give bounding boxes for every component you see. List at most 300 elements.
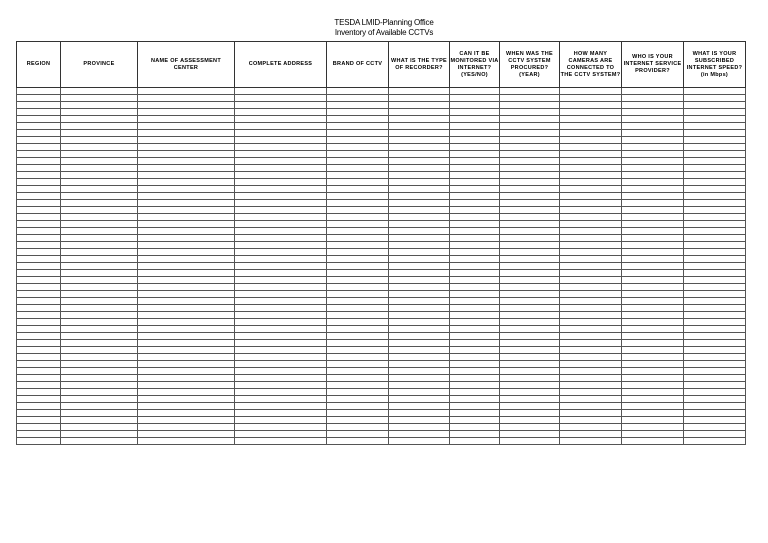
table-cell — [684, 403, 746, 410]
table-cell — [389, 333, 450, 340]
table-cell — [17, 298, 61, 305]
table-cell — [389, 284, 450, 291]
table-row — [17, 431, 746, 438]
table-cell — [622, 249, 684, 256]
table-cell — [327, 242, 389, 249]
table-cell — [389, 424, 450, 431]
table-cell — [622, 158, 684, 165]
table-cell — [138, 256, 235, 263]
table-cell — [622, 403, 684, 410]
table-cell — [450, 284, 500, 291]
table-cell — [389, 109, 450, 116]
table-cell — [138, 186, 235, 193]
table-cell — [327, 417, 389, 424]
table-row — [17, 151, 746, 158]
table-cell — [500, 137, 560, 144]
table-cell — [684, 438, 746, 445]
table-cell — [138, 354, 235, 361]
table-cell — [327, 305, 389, 312]
table-cell — [17, 242, 61, 249]
table-cell — [389, 235, 450, 242]
table-row — [17, 403, 746, 410]
table-cell — [138, 319, 235, 326]
table-row — [17, 368, 746, 375]
table-cell — [235, 361, 327, 368]
table-row — [17, 277, 746, 284]
table-row — [17, 312, 746, 319]
table-cell — [450, 200, 500, 207]
table-cell — [61, 137, 138, 144]
table-cell — [17, 158, 61, 165]
table-cell — [622, 193, 684, 200]
table-cell — [61, 144, 138, 151]
table-cell — [138, 382, 235, 389]
table-cell — [138, 179, 235, 186]
table-cell — [500, 291, 560, 298]
table-cell — [560, 368, 622, 375]
table-cell — [17, 368, 61, 375]
table-cell — [61, 298, 138, 305]
table-cell — [450, 354, 500, 361]
table-cell — [17, 137, 61, 144]
table-cell — [560, 389, 622, 396]
table-cell — [500, 389, 560, 396]
table-cell — [235, 277, 327, 284]
table-cell — [622, 137, 684, 144]
table-cell — [450, 424, 500, 431]
table-cell — [389, 137, 450, 144]
table-cell — [327, 431, 389, 438]
table-cell — [235, 144, 327, 151]
table-cell — [450, 158, 500, 165]
table-cell — [389, 410, 450, 417]
table-cell — [622, 298, 684, 305]
table-cell — [327, 88, 389, 95]
table-cell — [61, 88, 138, 95]
table-cell — [622, 102, 684, 109]
table-cell — [61, 333, 138, 340]
table-cell — [560, 431, 622, 438]
table-cell — [235, 368, 327, 375]
table-cell — [17, 179, 61, 186]
table-cell — [684, 88, 746, 95]
table-cell — [61, 270, 138, 277]
table-cell — [622, 256, 684, 263]
table-cell — [327, 137, 389, 144]
column-header-assessment-center: NAME OF ASSESSMENT CENTER — [138, 42, 235, 88]
table-cell — [327, 151, 389, 158]
table-cell — [235, 263, 327, 270]
table-cell — [138, 305, 235, 312]
table-cell — [684, 389, 746, 396]
table-cell — [684, 361, 746, 368]
table-cell — [622, 144, 684, 151]
table-cell — [17, 221, 61, 228]
table-cell — [684, 95, 746, 102]
table-cell — [138, 123, 235, 130]
table-cell — [235, 88, 327, 95]
table-cell — [560, 221, 622, 228]
table-cell — [138, 291, 235, 298]
table-cell — [327, 270, 389, 277]
table-cell — [450, 431, 500, 438]
table-cell — [450, 242, 500, 249]
table-cell — [560, 172, 622, 179]
table-cell — [327, 193, 389, 200]
table-cell — [684, 151, 746, 158]
table-cell — [622, 417, 684, 424]
table-cell — [389, 193, 450, 200]
table-cell — [138, 347, 235, 354]
table-cell — [61, 256, 138, 263]
table-cell — [17, 431, 61, 438]
table-cell — [138, 88, 235, 95]
table-cell — [500, 116, 560, 123]
table-cell — [450, 151, 500, 158]
table-cell — [622, 214, 684, 221]
table-cell — [684, 396, 746, 403]
table-cell — [138, 214, 235, 221]
table-cell — [389, 375, 450, 382]
table-cell — [17, 144, 61, 151]
table-cell — [17, 382, 61, 389]
table-cell — [138, 431, 235, 438]
table-cell — [560, 312, 622, 319]
table-cell — [327, 326, 389, 333]
table-row — [17, 193, 746, 200]
table-cell — [622, 312, 684, 319]
table-cell — [684, 410, 746, 417]
table-cell — [500, 361, 560, 368]
table-cell — [560, 151, 622, 158]
table-cell — [622, 235, 684, 242]
table-cell — [235, 270, 327, 277]
table-cell — [450, 102, 500, 109]
table-cell — [235, 221, 327, 228]
table-cell — [684, 375, 746, 382]
table-cell — [327, 165, 389, 172]
table-cell — [500, 396, 560, 403]
table-cell — [684, 221, 746, 228]
table-cell — [235, 214, 327, 221]
table-cell — [327, 186, 389, 193]
table-cell — [622, 375, 684, 382]
table-cell — [622, 382, 684, 389]
table-cell — [17, 417, 61, 424]
table-cell — [560, 193, 622, 200]
table-cell — [684, 284, 746, 291]
table-cell — [17, 200, 61, 207]
table-cell — [500, 298, 560, 305]
table-cell — [61, 396, 138, 403]
table-cell — [450, 249, 500, 256]
table-cell — [450, 333, 500, 340]
table-cell — [61, 200, 138, 207]
table-cell — [327, 228, 389, 235]
table-cell — [450, 123, 500, 130]
table-cell — [61, 158, 138, 165]
table-cell — [500, 256, 560, 263]
table-cell — [389, 403, 450, 410]
table-cell — [138, 242, 235, 249]
table-cell — [450, 228, 500, 235]
table-cell — [389, 417, 450, 424]
table-cell — [560, 263, 622, 270]
table-cell — [327, 298, 389, 305]
table-cell — [622, 123, 684, 130]
table-cell — [17, 438, 61, 445]
table-cell — [622, 179, 684, 186]
table-cell — [17, 263, 61, 270]
table-cell — [138, 151, 235, 158]
table-cell — [684, 249, 746, 256]
table-cell — [560, 382, 622, 389]
table-cell — [61, 389, 138, 396]
table-cell — [138, 144, 235, 151]
table-cell — [684, 256, 746, 263]
table-cell — [622, 228, 684, 235]
table-cell — [560, 410, 622, 417]
table-cell — [684, 354, 746, 361]
table-cell — [138, 312, 235, 319]
table-cell — [560, 277, 622, 284]
table-row — [17, 291, 746, 298]
table-row — [17, 186, 746, 193]
table-cell — [61, 172, 138, 179]
column-header-procurement-year: WHEN WAS THE CCTV SYSTEM PROCURED? (YEAR) — [500, 42, 560, 88]
table-row — [17, 214, 746, 221]
table-cell — [327, 109, 389, 116]
table-cell — [450, 403, 500, 410]
table-cell — [235, 291, 327, 298]
table-cell — [560, 305, 622, 312]
table-cell — [17, 361, 61, 368]
table-cell — [327, 256, 389, 263]
table-cell — [61, 312, 138, 319]
table-cell — [235, 347, 327, 354]
table-cell — [138, 95, 235, 102]
table-cell — [235, 396, 327, 403]
table-cell — [684, 431, 746, 438]
table-cell — [560, 95, 622, 102]
table-cell — [327, 410, 389, 417]
table-cell — [684, 144, 746, 151]
table-cell — [235, 179, 327, 186]
table-cell — [560, 396, 622, 403]
table-cell — [235, 333, 327, 340]
table-cell — [61, 242, 138, 249]
table-cell — [389, 102, 450, 109]
table-cell — [500, 368, 560, 375]
table-cell — [450, 137, 500, 144]
table-cell — [389, 249, 450, 256]
column-header-internet-monitoring: CAN IT BE MONITORED VIA INTERNET? (YES/NO) — [450, 42, 500, 88]
table-cell — [327, 207, 389, 214]
table-cell — [622, 109, 684, 116]
table-row — [17, 235, 746, 242]
table-row — [17, 102, 746, 109]
table-cell — [684, 305, 746, 312]
table-row — [17, 109, 746, 116]
table-cell — [389, 179, 450, 186]
table-cell — [327, 403, 389, 410]
table-cell — [327, 284, 389, 291]
table-cell — [450, 235, 500, 242]
table-cell — [450, 130, 500, 137]
table-cell — [17, 326, 61, 333]
table-cell — [389, 242, 450, 249]
table-cell — [235, 354, 327, 361]
table-cell — [389, 186, 450, 193]
table-row — [17, 347, 746, 354]
table-cell — [61, 95, 138, 102]
table-cell — [622, 368, 684, 375]
table-cell — [684, 200, 746, 207]
column-header-internet-provider: WHO IS YOUR INTERNET SERVICE PROVIDER? — [622, 42, 684, 88]
table-cell — [138, 424, 235, 431]
table-cell — [450, 109, 500, 116]
table-cell — [327, 333, 389, 340]
table-cell — [327, 277, 389, 284]
table-cell — [450, 165, 500, 172]
table-cell — [500, 200, 560, 207]
table-cell — [61, 214, 138, 221]
table-cell — [500, 438, 560, 445]
table-cell — [389, 221, 450, 228]
column-header-region: REGION — [17, 42, 61, 88]
table-cell — [327, 172, 389, 179]
table-cell — [235, 249, 327, 256]
table-cell — [450, 347, 500, 354]
table-cell — [138, 130, 235, 137]
table-cell — [17, 256, 61, 263]
table-cell — [327, 130, 389, 137]
table-cell — [622, 242, 684, 249]
table-cell — [450, 375, 500, 382]
table-cell — [61, 235, 138, 242]
table-cell — [622, 410, 684, 417]
table-cell — [389, 263, 450, 270]
table-cell — [389, 123, 450, 130]
table-cell — [389, 116, 450, 123]
table-cell — [389, 438, 450, 445]
table-cell — [61, 102, 138, 109]
table-row — [17, 326, 746, 333]
table-cell — [17, 340, 61, 347]
table-cell — [622, 319, 684, 326]
table-cell — [327, 214, 389, 221]
table-cell — [622, 88, 684, 95]
table-cell — [17, 333, 61, 340]
table-cell — [61, 431, 138, 438]
table-cell — [500, 88, 560, 95]
table-cell — [327, 438, 389, 445]
table-cell — [389, 256, 450, 263]
table-cell — [450, 305, 500, 312]
table-cell — [500, 277, 560, 284]
table-cell — [17, 193, 61, 200]
table-cell — [327, 291, 389, 298]
table-cell — [61, 424, 138, 431]
table-cell — [17, 277, 61, 284]
header-row — [17, 42, 746, 88]
table-cell — [389, 305, 450, 312]
table-cell — [560, 256, 622, 263]
table-cell — [622, 389, 684, 396]
table-cell — [235, 109, 327, 116]
table-cell — [327, 319, 389, 326]
table-cell — [560, 109, 622, 116]
table-cell — [17, 165, 61, 172]
table-cell — [500, 144, 560, 151]
table-cell — [235, 123, 327, 130]
table-cell — [560, 123, 622, 130]
table-cell — [500, 403, 560, 410]
table-cell — [235, 102, 327, 109]
table-cell — [684, 207, 746, 214]
table-cell — [327, 340, 389, 347]
table-cell — [235, 228, 327, 235]
table-cell — [61, 221, 138, 228]
table-cell — [17, 270, 61, 277]
table-cell — [389, 368, 450, 375]
table-cell — [500, 207, 560, 214]
table-cell — [17, 312, 61, 319]
table-cell — [138, 277, 235, 284]
table-cell — [684, 130, 746, 137]
table-cell — [684, 116, 746, 123]
table-row — [17, 242, 746, 249]
table-cell — [61, 368, 138, 375]
table-cell — [61, 361, 138, 368]
table-cell — [560, 200, 622, 207]
table-row — [17, 263, 746, 270]
table-cell — [500, 354, 560, 361]
table-cell — [622, 354, 684, 361]
table-cell — [235, 403, 327, 410]
table-cell — [450, 144, 500, 151]
table-cell — [138, 116, 235, 123]
table-cell — [235, 186, 327, 193]
table-cell — [61, 116, 138, 123]
table-cell — [684, 270, 746, 277]
table-row — [17, 298, 746, 305]
table-cell — [560, 207, 622, 214]
table-cell — [61, 354, 138, 361]
table-cell — [622, 95, 684, 102]
table-row — [17, 375, 746, 382]
table-cell — [17, 186, 61, 193]
table-cell — [138, 410, 235, 417]
table-cell — [389, 144, 450, 151]
table-cell — [684, 382, 746, 389]
table-cell — [500, 102, 560, 109]
table-cell — [684, 368, 746, 375]
table-cell — [684, 326, 746, 333]
table-row — [17, 249, 746, 256]
table-cell — [450, 382, 500, 389]
table-cell — [450, 179, 500, 186]
table-cell — [500, 158, 560, 165]
table-cell — [138, 158, 235, 165]
table-cell — [138, 102, 235, 109]
table-cell — [138, 249, 235, 256]
table-cell — [684, 179, 746, 186]
table-cell — [138, 137, 235, 144]
table-cell — [138, 221, 235, 228]
table-cell — [450, 88, 500, 95]
table-cell — [500, 410, 560, 417]
